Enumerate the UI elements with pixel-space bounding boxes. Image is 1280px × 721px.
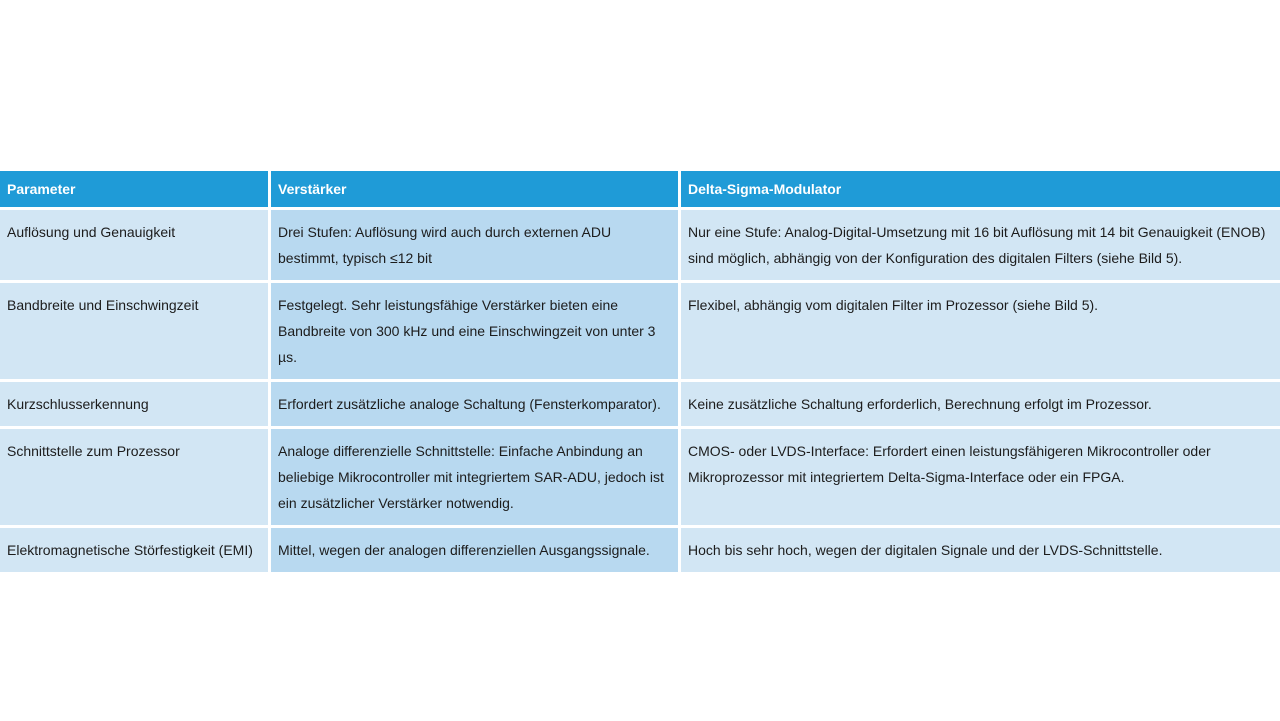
table-row [0,283,1280,382]
cell-verstaerker: Mittel, wegen der analogen differenziellen Ausgangssignale. [268,528,678,575]
comparison-table [0,171,1280,575]
table-header-row [0,171,1280,210]
cell-delta-sigma: Keine zusätzliche Schaltung erforderlich, Berechnung erfolgt im Prozessor. [678,382,1280,429]
table-row [0,382,1280,429]
cell-parameter: Kurzschlusserkennung [0,382,268,429]
cell-delta-sigma: Flexibel, abhängig vom digitalen Filter im Prozessor (siehe Bild 5). [678,283,1280,382]
table-row [0,528,1280,575]
header-delta-sigma: Delta-Sigma-Modulator [678,171,1280,210]
comparison-table-container [0,171,1280,575]
cell-parameter: Elektromagnetische Störfestigkeit (EMI) [0,528,268,575]
cell-verstaerker: Festgelegt. Sehr leistungsfähige Verstärker bieten eine Bandbreite von 300 kHz und eine Einschwingzeit von unter 3 µs. [268,283,678,382]
cell-parameter: Auflösung und Genauigkeit [0,210,268,283]
table-row [0,429,1280,528]
cell-delta-sigma: Nur eine Stufe: Analog-Digital-Umsetzung mit 16 bit Auflösung mit 14 bit Genauigkeit (ENOB) sind möglich, abhängig von der Konfiguration des digitalen Filters (siehe Bild 5). [678,210,1280,283]
header-verstaerker: Verstärker [268,171,678,210]
cell-verstaerker: Erfordert zusätzliche analoge Schaltung (Fensterkomparator). [268,382,678,429]
cell-verstaerker: Drei Stufen: Auflösung wird auch durch externen ADU bestimmt, typisch ≤12 bit [268,210,678,283]
cell-parameter: Bandbreite und Einschwingzeit [0,283,268,382]
header-parameter: Parameter [0,171,268,210]
cell-parameter: Schnittstelle zum Prozessor [0,429,268,528]
cell-verstaerker: Analoge differenzielle Schnittstelle: Einfache Anbindung an beliebige Mikrocontroller mit integriertem SAR-ADU, jedoch ist ein zusätzlicher Verstärker notwendig. [268,429,678,528]
cell-delta-sigma: CMOS- oder LVDS-Interface: Erfordert einen leistungsfähigeren Mikrocontroller oder Mikroprozessor mit integriertem Delta-Sigma-Interface oder ein FPGA. [678,429,1280,528]
cell-delta-sigma: Hoch bis sehr hoch, wegen der digitalen Signale und der LVDS-Schnittstelle. [678,528,1280,575]
table-row [0,210,1280,283]
